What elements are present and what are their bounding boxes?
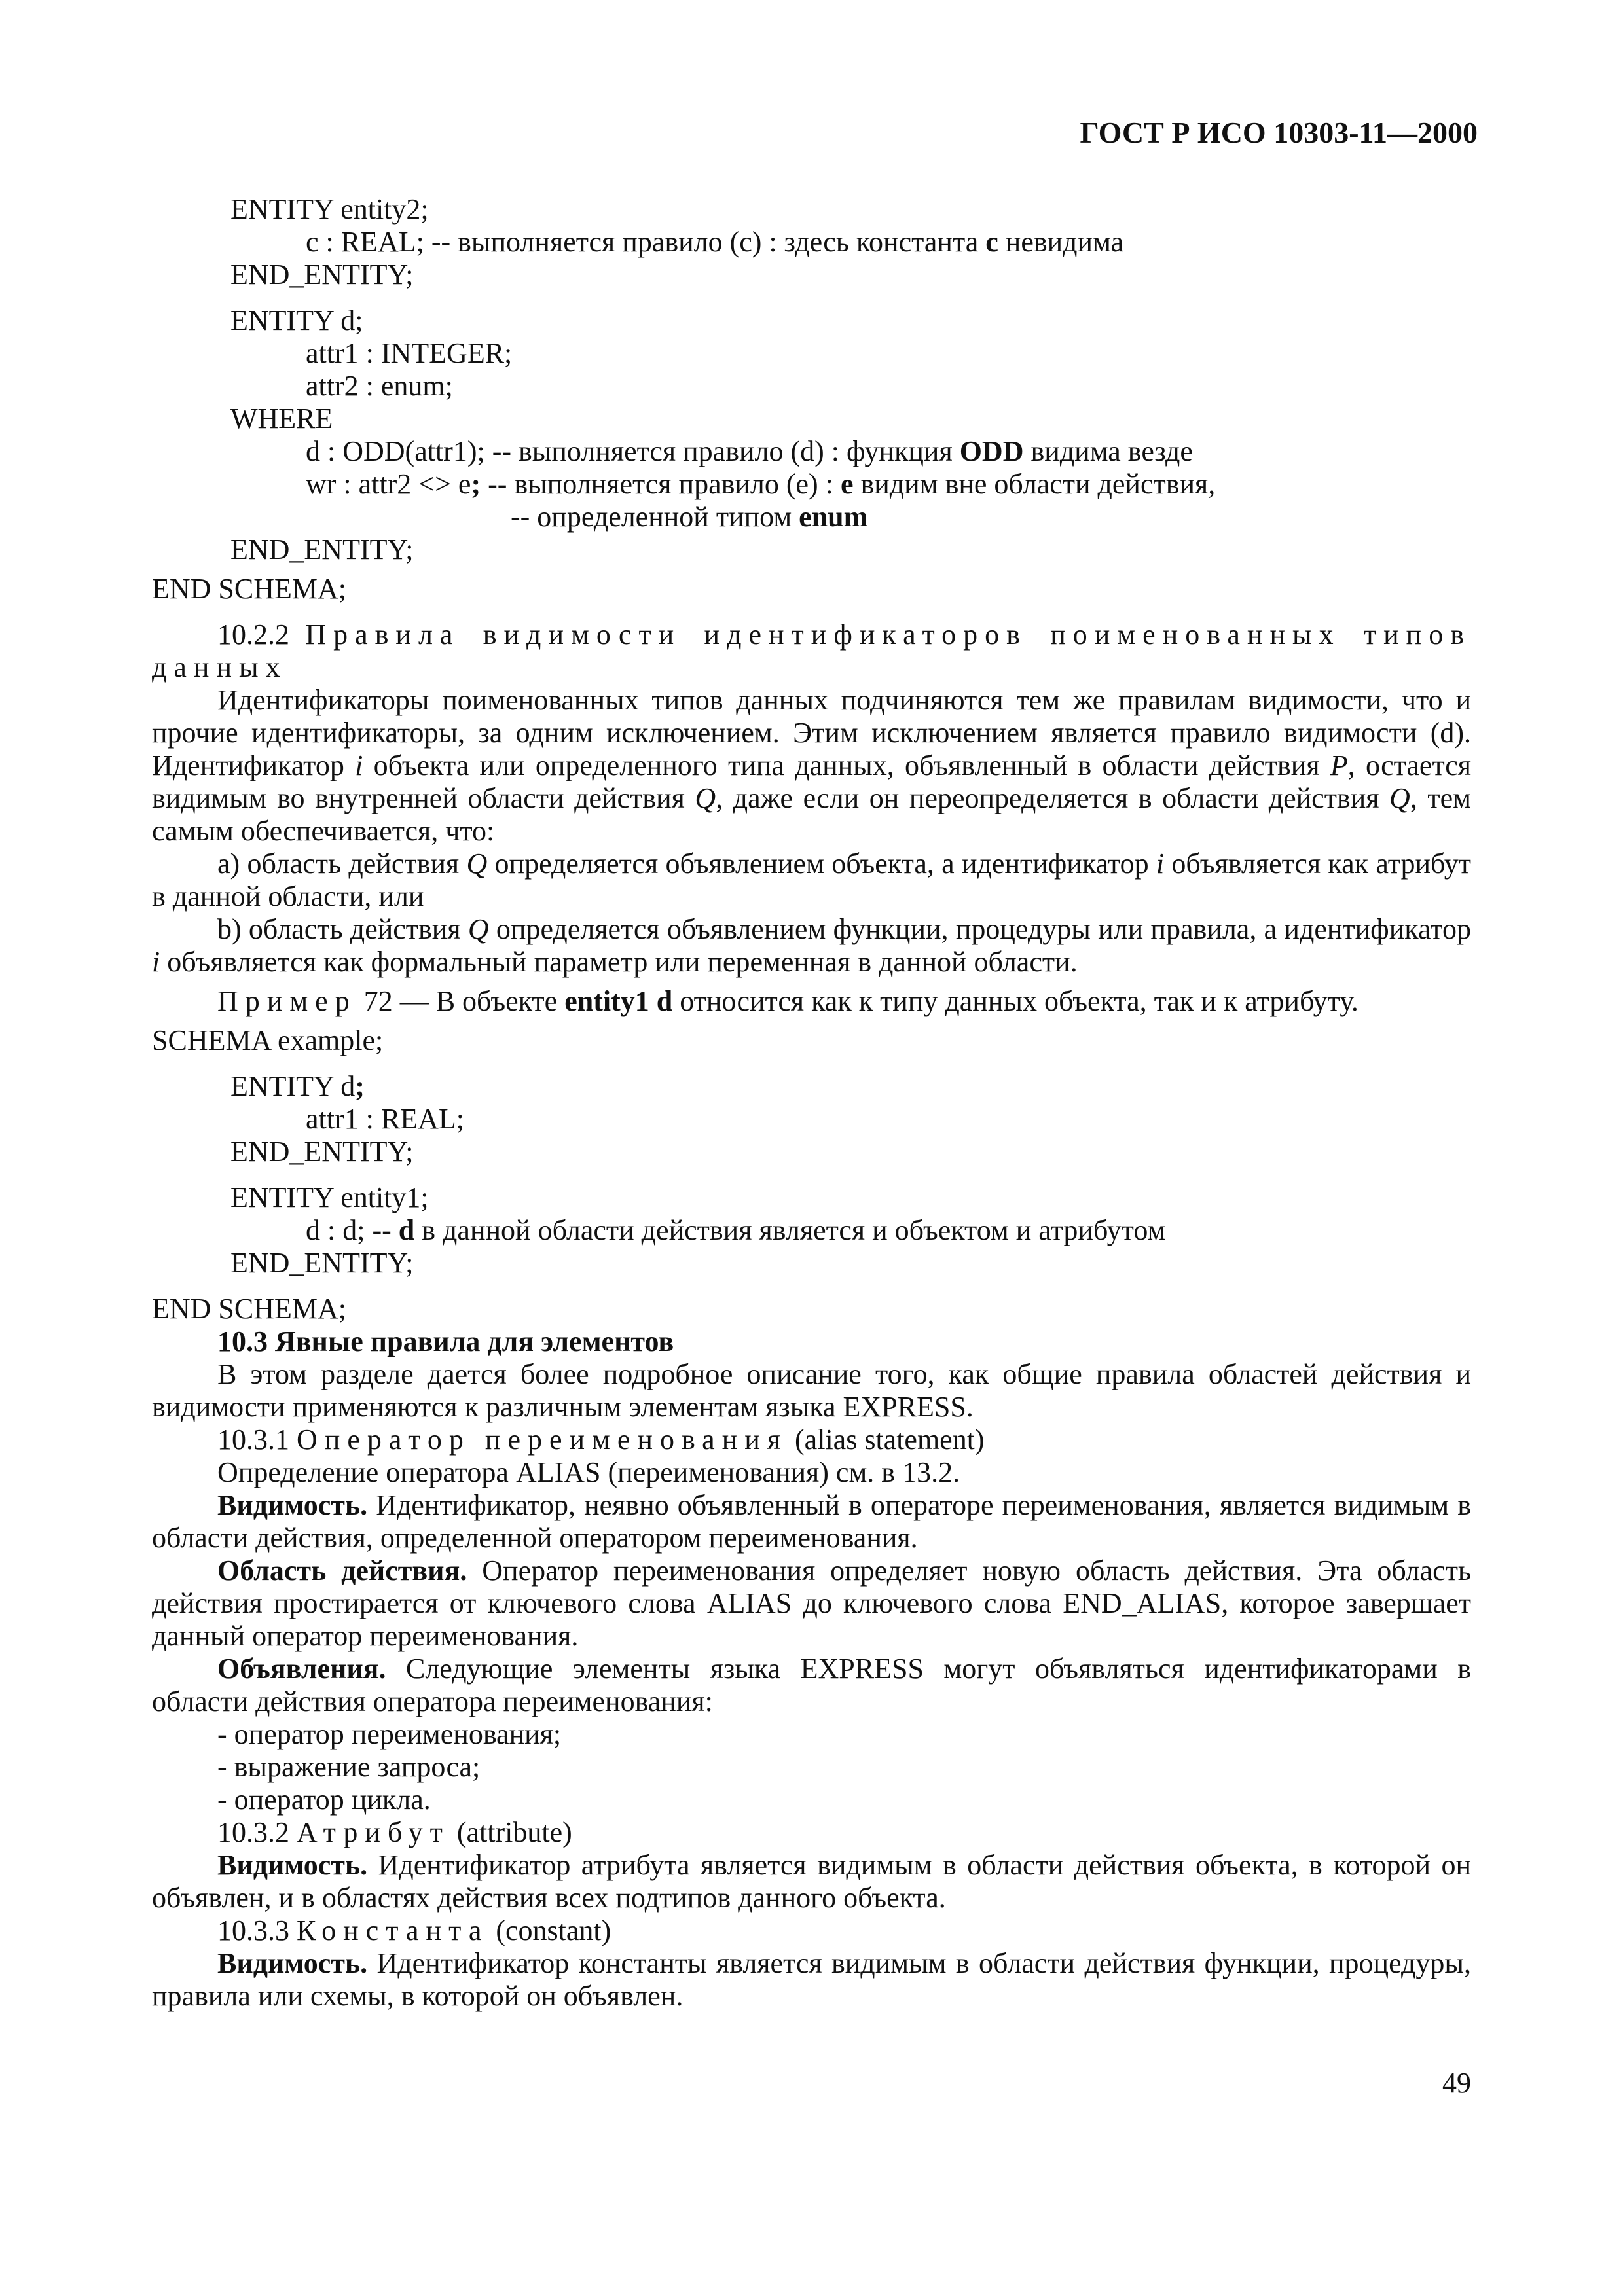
code-line: END_ENTITY;	[230, 259, 414, 291]
code-line: END_ENTITY;	[230, 533, 414, 565]
list-item: - выражение запроса;	[217, 1751, 481, 1783]
code-line: attr2 : enum;	[306, 370, 453, 402]
code-line: END SCHEMA;	[152, 1293, 347, 1325]
code-line: ENTITY entity1;	[230, 1181, 429, 1213]
paragraph: Определение оператора ALIAS (переименования) см. в 13.2.	[217, 1456, 960, 1488]
section-10-3-3-heading: 10.3.3 Константа (constant)	[217, 1914, 611, 1946]
code-line: attr1 : INTEGER;	[306, 337, 513, 369]
paragraph: Объявления. Следующие элементы языка EXPRESS могут объявляться идентификаторами в области действия оператора переименования:	[152, 1653, 1471, 1717]
list-item: - оператор цикла.	[217, 1784, 431, 1816]
paragraph: В этом разделе дается более подробное описание того, как общие правила областей действия и видимости применяются к различным элементам языка EXPRESS.	[152, 1358, 1471, 1423]
example-72: Пример 72 — В объекте entity1 d относится как к типу данных объекта, так и к атрибуту.	[217, 985, 1359, 1017]
paragraph: Видимость. Идентификатор константы является видимым в области действия функции, процедуры, правила или схемы, в которой он объявлен.	[152, 1947, 1471, 2012]
code-block-1	[152, 193, 1471, 605]
paragraph: Видимость. Идентификатор, неявно объявленный в операторе переименования, является видимым в области действия, определенной оператором переименования.	[152, 1489, 1471, 1554]
code-line: ENTITY d;	[230, 304, 363, 336]
code-line: wr : attr2 <> e; -- выполняется правило (e) : e видим вне области действия,	[306, 468, 1216, 500]
code-line: SCHEMA example;	[152, 1024, 384, 1056]
page-content	[152, 193, 1471, 2013]
code-line: ENTITY entity2;	[230, 193, 429, 225]
code-line: d : d; -- d в данной области действия является и объектом и атрибутом	[306, 1214, 1166, 1246]
code-line: ENTITY d;	[230, 1070, 365, 1102]
code-line: WHERE	[230, 403, 333, 435]
paragraph: Видимость. Идентификатор атрибута является видимым в области действия объекта, в которой он объявлен, и в областях действия всех подтипов данного объекта.	[152, 1849, 1471, 1914]
code-line: -- определенной типом enum	[511, 501, 868, 533]
section-10-2-2-heading: 10.2.2 Правила видимости идентификаторов поименованных типов данных	[152, 619, 1471, 683]
section-10-3-heading: 10.3 Явные правила для элементов	[217, 1325, 674, 1357]
code-line: attr1 : REAL;	[306, 1103, 464, 1135]
section-10-3-1-heading: 10.3.1 Оператор переименования (alias statement)	[217, 1424, 985, 1456]
paragraph: Область действия. Оператор переименования определяет новую область действия. Эта область действия простирается от ключевого слова ALIAS до ключевого слова END_ALIAS, которое завершает данный оператор переименования.	[152, 1554, 1471, 1652]
list-item-a: а) область действия Q определяется объявлением объекта, а идентификатор i объявляется как атрибут в данной области, или	[152, 848, 1471, 912]
code-line: d : ODD(attr1); -- выполняется правило (d) : функция ODD видима везде	[306, 435, 1193, 467]
code-line: END SCHEMA;	[152, 573, 347, 605]
section-10-3-2-heading: 10.3.2 Атрибут (attribute)	[217, 1816, 572, 1848]
code-line: END_ENTITY;	[230, 1247, 414, 1279]
code-block-2	[152, 1024, 1471, 1325]
code-line: END_ENTITY;	[230, 1136, 414, 1168]
list-item: - оператор переименования;	[217, 1718, 562, 1750]
page-number: 49	[1442, 2067, 1471, 2099]
list-item-b: b) область действия Q определяется объявлением функции, процедуры или правила, а идентификатор i объявляется как формальный параметр или переменная в данной области.	[152, 913, 1471, 978]
code-line: c : REAL; -- выполняется правило (c) : здесь константа c невидима	[306, 226, 1124, 258]
standard-header: ГОСТ Р ИСО 10303-11—2000	[1080, 116, 1478, 149]
paragraph: Идентификаторы поименованных типов данных подчиняются тем же правилам видимости, что и прочие идентификаторы, за одним исключением. Этим исключением является правило видимости (d). Идентификатор i объекта или определенного типа данных, объявленный в области действия P, остается видимым во внутренней области действия Q, даже если он переопределяется в области действия Q, тем самым обеспечивается, что:	[152, 684, 1471, 847]
